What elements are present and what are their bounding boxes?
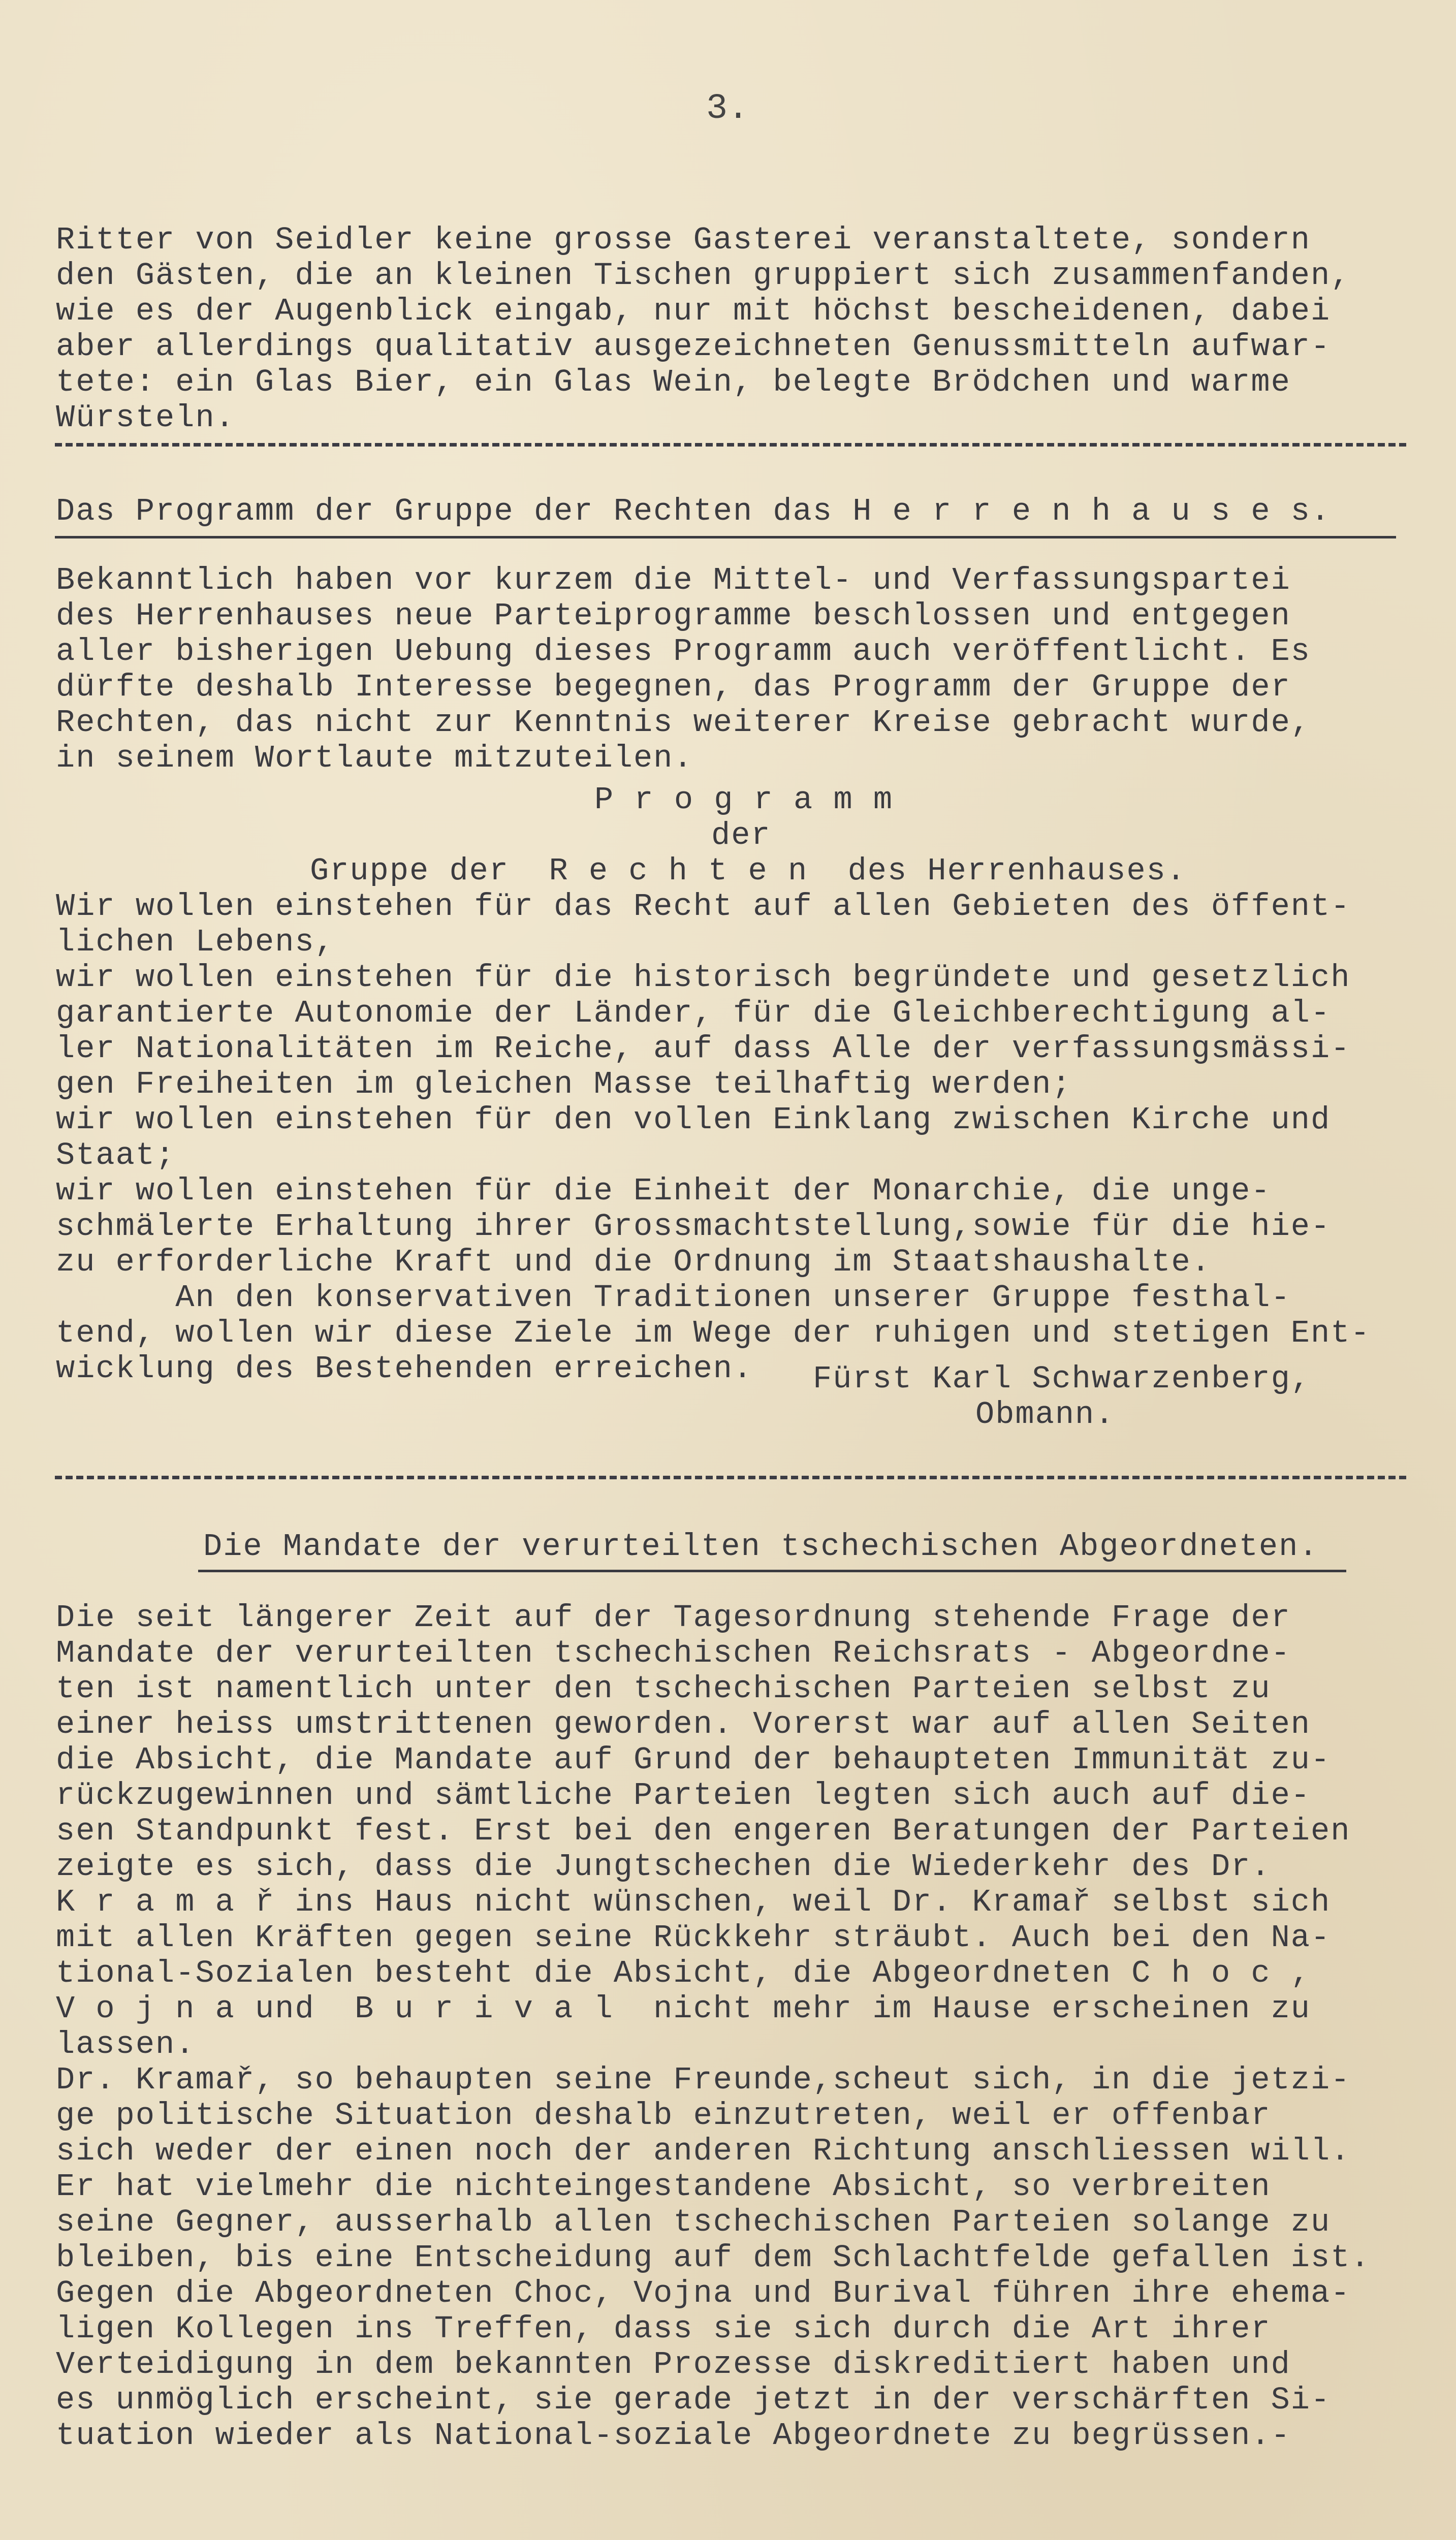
mandate-line: sich weder der einen noch der anderen Richtung anschliessen will. xyxy=(56,2133,1351,2169)
program-title-line-2: der xyxy=(711,817,771,853)
program-line: schmälerte Erhaltung ihrer Grossmachtstellung,sowie für die hie- xyxy=(56,1209,1331,1245)
mandate-line: zeigte es sich, dass die Jungtschechen die Wiederkehr des Dr. xyxy=(56,1849,1271,1885)
program-line: garantierte Autonomie der Länder, für die Gleichberechtigung al- xyxy=(56,995,1331,1031)
intro-line: wie es der Augenblick eingab, nur mit höchst bescheidenen, dabei xyxy=(56,293,1331,329)
program-intro-paragraph xyxy=(56,563,1428,776)
program-line: Wir wollen einstehen für das Recht auf allen Gebieten des öffent- xyxy=(56,888,1351,925)
mandate-line: seine Gegner, ausserhalb allen tschechischen Parteien solange zu xyxy=(56,2204,1331,2240)
mandate-line: ten ist namentlich unter den tschechischen Parteien selbst zu xyxy=(56,1671,1271,1707)
page-number: 3. xyxy=(706,89,749,129)
mandate-line: die Absicht, die Mandate auf Grund der behaupteten Immunität zu- xyxy=(56,1742,1331,1778)
mandate-line: Er hat vielmehr die nichteingestandene Absicht, so verbreiten xyxy=(56,2169,1271,2205)
signature-name: Fürst Karl Schwarzenberg, xyxy=(813,1361,1311,1397)
program-intro-line: dürfte deshalb Interesse begegnen, das Programm der Gruppe der xyxy=(56,669,1291,705)
mandate-line: Verteidigung in dem bekannten Prozesse diskreditiert haben und xyxy=(56,2346,1291,2383)
program-line: An den konservativen Traditionen unserer Gruppe festhal- xyxy=(56,1280,1291,1316)
program-title-line-1: P r o g r a m m xyxy=(594,782,894,818)
program-line: ler Nationalitäten im Reiche, auf dass Alle der verfassungsmässi- xyxy=(56,1031,1351,1067)
program-line: wir wollen einstehen für den vollen Einklang zwischen Kirche und xyxy=(56,1102,1331,1138)
mandate-line: tional-Sozialen besteht die Absicht, die Abgeordneten C h o c , xyxy=(56,1955,1311,1991)
program-intro-line: des Herrenhauses neue Parteiprogramme beschlossen und entgegen xyxy=(56,598,1291,634)
signature-role: Obmann. xyxy=(975,1396,1115,1433)
heading-mandates: Die Mandate der verurteilten tschechischen Abgeordneten. xyxy=(203,1529,1319,1565)
mandate-paragraph xyxy=(56,1600,1428,2454)
mandate-line: einer heiss umstrittenen geworden. Vorerst war auf allen Seiten xyxy=(56,1706,1311,1742)
intro-line: Ritter von Seidler keine grosse Gasterei veranstaltete, sondern xyxy=(56,222,1311,258)
intro-paragraph xyxy=(56,223,1428,436)
program-intro-line: aller bisherigen Uebung dieses Programm auch veröffentlicht. Es xyxy=(56,633,1311,670)
program-intro-line: Rechten, das nicht zur Kenntnis weiterer Kreise gebracht wurde, xyxy=(56,705,1311,741)
program-line: wir wollen einstehen für die historisch begründete und gesetzlich xyxy=(56,960,1351,996)
heading-2-underline xyxy=(198,1570,1346,1572)
section-divider-1 xyxy=(55,443,1406,447)
mandate-line: ligen Kollegen ins Treffen, dass sie sich durch die Art ihrer xyxy=(56,2311,1271,2347)
heading-program-rights: Das Programm der Gruppe der Rechten das H e r r e n h a u s e s. xyxy=(56,493,1331,529)
mandate-line: tuation wieder als National-soziale Abgeordnete zu begrüssen.- xyxy=(56,2418,1291,2454)
intro-line: tete: ein Glas Bier, ein Glas Wein, belegte Brödchen und warme xyxy=(56,364,1291,400)
intro-line: Würsteln. xyxy=(56,400,235,436)
mandate-line: Dr. Kramař, so behaupten seine Freunde,scheut sich, in die jetzi- xyxy=(56,2062,1351,2098)
mandate-line: V o j n a und B u r i v a l nicht mehr im Hause erscheinen zu xyxy=(56,1991,1311,2027)
intro-line: den Gästen, die an kleinen Tischen gruppiert sich zusammenfanden, xyxy=(56,258,1351,294)
program-line: wicklung des Bestehenden erreichen. xyxy=(56,1351,753,1387)
program-body xyxy=(56,889,1428,1387)
mandate-line: lassen. xyxy=(56,2026,196,2062)
mandate-line: es unmöglich erscheint, sie gerade jetzt in der verschärften Si- xyxy=(56,2382,1331,2418)
mandate-line: Gegen die Abgeordneten Choc, Vojna und Burival führen ihre ehema- xyxy=(56,2275,1351,2311)
mandate-line: K r a m a ř ins Haus nicht wünschen, weil Dr. Kramař selbst sich xyxy=(56,1884,1331,1920)
mandate-line: rückzugewinnen und sämtliche Parteien legten sich auch auf die- xyxy=(56,1777,1311,1814)
intro-line: aber allerdings qualitativ ausgezeichneten Genussmitteln aufwar- xyxy=(56,329,1331,365)
mandate-line: bleiben, bis eine Entscheidung auf dem Schlachtfelde gefallen ist. xyxy=(56,2240,1371,2276)
section-divider-2 xyxy=(55,1476,1406,1479)
program-line: gen Freiheiten im gleichen Masse teilhaftig werden; xyxy=(56,1066,1072,1102)
program-line: Staat; xyxy=(56,1137,176,1173)
mandate-line: sen Standpunkt fest. Erst bei den engeren Beratungen der Parteien xyxy=(56,1813,1351,1849)
mandate-line: Die seit längerer Zeit auf der Tagesordnung stehende Frage der xyxy=(56,1600,1291,1636)
program-line: zu erforderliche Kraft und die Ordnung im Staatshaushalte. xyxy=(56,1244,1211,1280)
program-line: lichen Lebens, xyxy=(56,924,335,960)
program-line: wir wollen einstehen für die Einheit der Monarchie, die unge- xyxy=(56,1173,1271,1209)
program-intro-line: in seinem Wortlaute mitzuteilen. xyxy=(56,740,693,776)
mandate-line: ge politische Situation deshalb einzutreten, weil er offenbar xyxy=(56,2098,1271,2134)
program-title-line-3: Gruppe der R e c h t e n des Herrenhauses. xyxy=(310,853,1187,889)
mandate-line: Mandate der verurteilten tschechischen Reichsrats - Abgeordne- xyxy=(56,1635,1291,1671)
heading-1-underline xyxy=(55,536,1396,538)
mandate-line: mit allen Kräften gegen seine Rückkehr sträubt. Auch bei den Na- xyxy=(56,1920,1331,1956)
program-intro-line: Bekanntlich haben vor kurzem die Mittel- und Verfassungspartei xyxy=(56,562,1291,598)
program-line: tend, wollen wir diese Ziele im Wege der ruhigen und stetigen Ent- xyxy=(56,1315,1371,1351)
